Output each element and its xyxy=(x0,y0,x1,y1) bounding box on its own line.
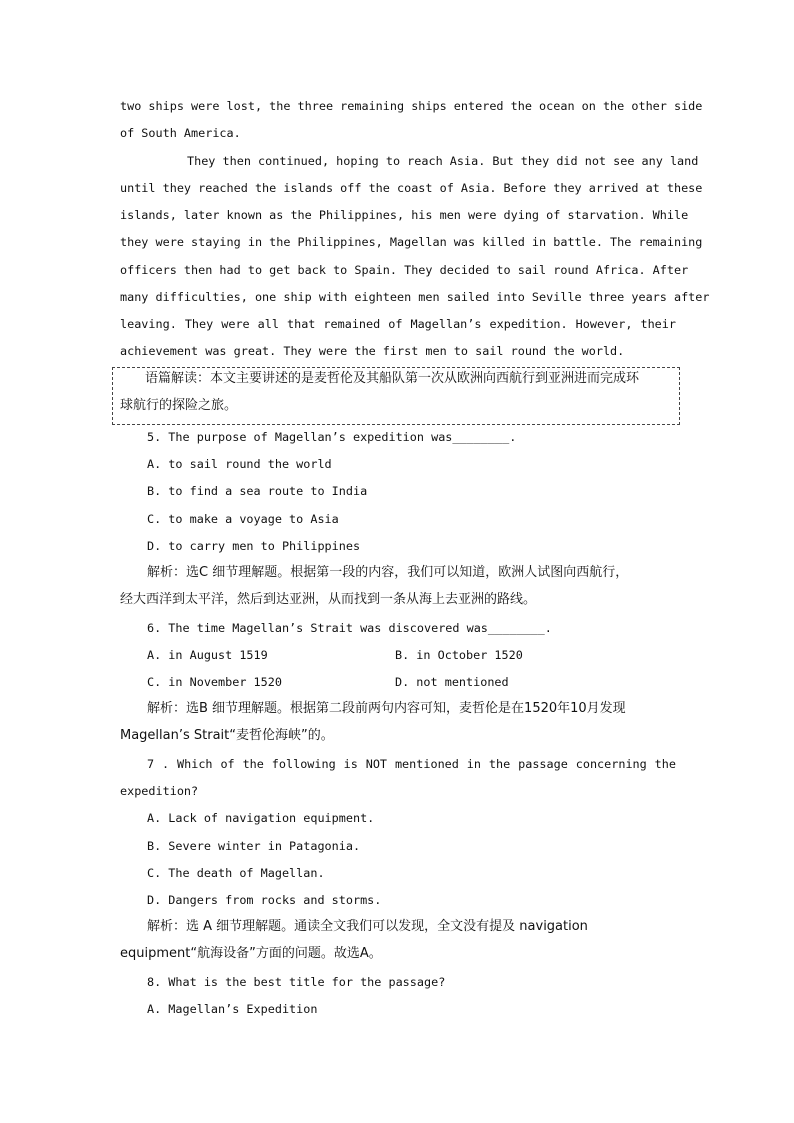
passage-line: They then continued, hoping to reach Asia. But they did not see any land xyxy=(187,154,699,168)
q6-option-b: B. in October 1520 xyxy=(395,648,523,662)
q5-explanation: 解析：选C 细节理解题。根据第一段的内容，我们可以知道，欧洲人试图向西航行， xyxy=(147,565,629,580)
passage-line: of South America. xyxy=(120,126,241,140)
question-8-stem: 8. What is the best title for the passage? xyxy=(147,975,446,989)
q6-option-c: C. in November 1520 xyxy=(147,675,282,689)
q8-option-a: A. Magellan’s Expedition xyxy=(147,1002,318,1016)
q5-option-d: D. to carry men to Philippines xyxy=(147,539,361,553)
q6-explanation: Magellan’s Strait“麦哲伦海峡”的。 xyxy=(120,728,334,743)
q7-explanation: equipment“航海设备”方面的问题。故选A。 xyxy=(120,946,382,961)
q5-explanation: 经大西洋到太平洋，然后到达亚洲，从而找到一条从海上去亚洲的路线。 xyxy=(120,592,537,607)
q7-option-a: A. Lack of navigation equipment. xyxy=(147,811,375,825)
q7-option-b: B. Severe winter in Patagonia. xyxy=(147,839,361,853)
question-7-stem: expedition? xyxy=(120,784,199,798)
passage-line: two ships were lost, the three remaining ships entered the ocean on the other side xyxy=(120,99,703,113)
passage-line: islands, later known as the Philippines, his men were dying of starvation. While xyxy=(120,208,689,222)
question-6-stem: 6. The time Magellan’s Strait was discovered was________. xyxy=(147,621,552,635)
q6-option-a: A. in August 1519 xyxy=(147,648,268,662)
q7-option-d: D. Dangers from rocks and storms. xyxy=(147,893,382,907)
passage-line: many difficulties, one ship with eighteen men sailed into Seville three years after xyxy=(120,290,710,304)
q5-option-c: C. to make a voyage to Asia xyxy=(147,512,339,526)
q5-option-a: A. to sail round the world xyxy=(147,457,332,471)
q6-option-d: D. not mentioned xyxy=(395,675,509,689)
summary-line: 球航行的探险之旅。 xyxy=(120,398,238,413)
summary-line: 语篇解读：本文主要讲述的是麦哲伦及其船队第一次从欧洲向西航行到亚洲进而完成环 xyxy=(145,371,640,386)
question-5-stem: 5. The purpose of Magellan’s expedition was________. xyxy=(147,430,517,444)
q5-option-b: B. to find a sea route to India xyxy=(147,484,368,498)
q7-option-c: C. The death of Magellan. xyxy=(147,866,325,880)
question-7-stem: 7 . Which of the following is NOT mentioned in the passage concerning the xyxy=(147,757,676,771)
passage-line: until they reached the islands off the coast of Asia. Before they arrived at these xyxy=(120,181,703,195)
q7-explanation: 解析：选 A 细节理解题。通读全文我们可以发现，全文没有提及 navigation xyxy=(147,919,588,934)
passage-line: officers then had to get back to Spain. They decided to sail round Africa. After xyxy=(120,263,689,277)
passage-line: achievement was great. They were the first men to sail round the world. xyxy=(120,344,625,358)
passage-line: they were staying in the Philippines, Magellan was killed in battle. The remaining xyxy=(120,235,703,249)
q6-explanation: 解析：选B 细节理解题。根据第二段前两句内容可知，麦哲伦是在1520年10月发现 xyxy=(147,701,626,716)
passage-line: leaving. They were all that remained of Magellan’s expedition. However, their xyxy=(120,317,676,331)
